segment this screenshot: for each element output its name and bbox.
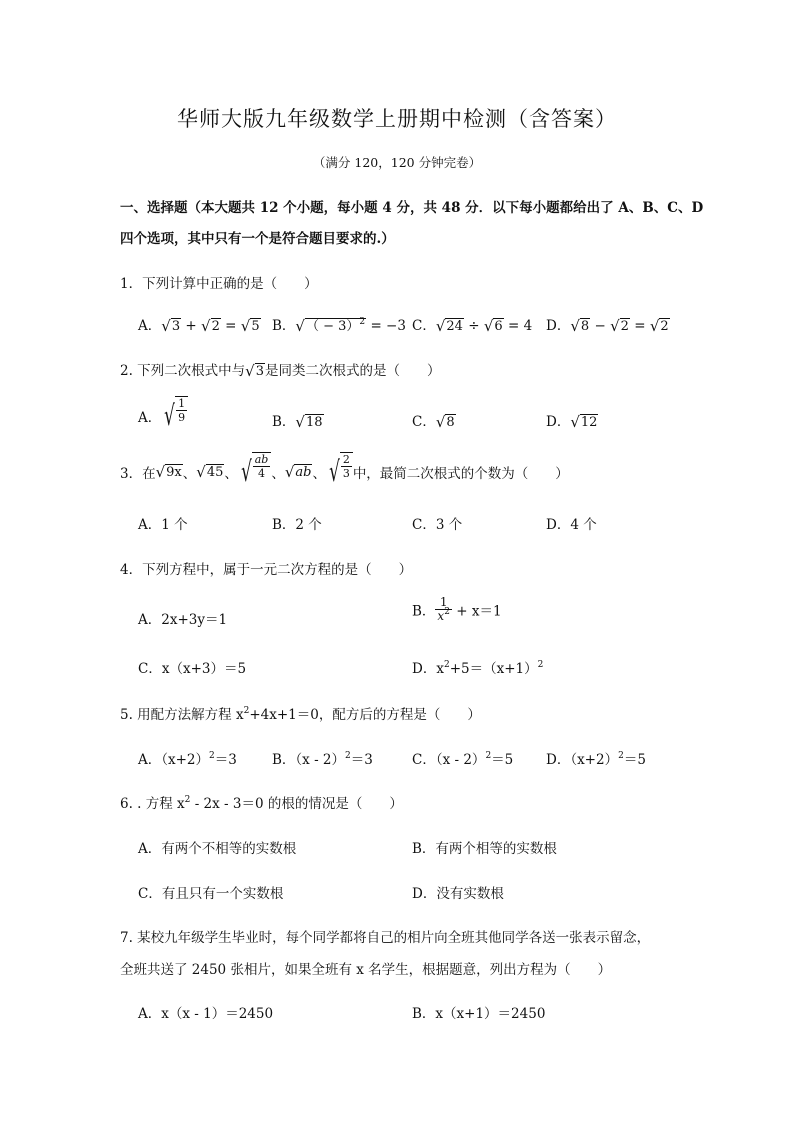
q5-option-d: D．$(x+2)^2=5$ (546, 751, 646, 768)
question-3-stem: 3．在 √ 9x 、 √ 45 、 √ $\frac{ab}{4}$ 、 √ ab 、 √ $\frac{2}{3}$ 中，最简二次根式的个数为（ ） (120, 452, 569, 492)
q3-option-d: D．4 个 (546, 517, 597, 533)
page-title: 华师大版九年级数学上册期中检测（含答案） (177, 107, 617, 131)
q6-option-d: D．没有实数根 (412, 886, 504, 902)
q7-option-b: B．x（x+1）＝2450 (412, 1006, 546, 1022)
q4-option-b: B． $\frac{1}{x^2}$ + x＝1 (412, 595, 502, 623)
question-7-line1: 7. 某校九年级学生毕业时，每个同学都将自己的相片向全班其他同学各送一张表示留念， (120, 930, 651, 946)
radical-icon: √ 8 (570, 317, 590, 335)
radical-icon: √ 12 (570, 413, 598, 431)
radical-icon: √ 3 (161, 317, 181, 335)
radical-icon: √ 6 (483, 317, 503, 335)
q3-option-c: C．3 个 (412, 517, 463, 533)
q4-option-d: D．$x^2+5=(x+1)^2$ (412, 660, 544, 677)
question-4-stem: 4．下列方程中，属于一元二次方程的是（ ） (120, 562, 413, 578)
q6-option-a: A．有两个不相等的实数根 (138, 841, 297, 857)
radical-icon: √ $\frac{ab}{4}$ (238, 452, 271, 492)
radical-icon: √ $\frac{1}{9}$ (161, 396, 188, 436)
question-7-line2: 全班共送了 2450 张相片，如果全班有 x 名学生，根据题意，列出方程为（ ） (120, 962, 612, 978)
q3-option-b: B．2 个 (272, 517, 322, 533)
radical-icon: √ 45 (196, 462, 224, 481)
q4-option-c: C．x（x+3）＝5 (138, 661, 247, 677)
section-heading-line1: 一、选择题（本大题共 12 个小题，每小题 4 分，共 48 分．以下每小题都给出了 A、B、C、D (120, 200, 704, 216)
radical-icon: √ ab (284, 462, 312, 481)
radical-icon: √ 24 (435, 317, 463, 335)
radical-icon: √ 2 (649, 317, 669, 335)
q1-option-c: C． √ 24 ÷ √ 6 = 4 (412, 317, 533, 335)
radical-icon: √ 3 (245, 362, 265, 380)
section-heading-line2: 四个选项，其中只有一个是符合题目要求的.） (120, 231, 395, 247)
q6-option-c: C．有且只有一个实数根 (138, 886, 284, 902)
q7-option-a: A．x（x - 1）＝2450 (138, 1006, 274, 1022)
q1-option-b: B． √ （ − 3）$^2$ = −3 (272, 317, 406, 335)
q2-option-c: C． √ 8 (412, 413, 455, 431)
radical-icon: √ 18 (295, 413, 323, 431)
question-2-stem: 2. 下列二次根式中与 √ 3 是同类二次根式的是（ ） (120, 362, 441, 380)
q5-option-a: A．$(x+2)^2=3$ (138, 751, 237, 768)
q2-option-d: D． √ 12 (546, 413, 598, 431)
page-subtitle: （满分 120，120 分钟完卷） (312, 155, 482, 170)
q5-option-c: C．（x - 2）$^2$＝5 (412, 751, 514, 768)
radical-icon: √ 2 (201, 317, 220, 335)
radical-icon: √ 2 (610, 317, 629, 335)
radical-icon: √ $\frac{2}{3}$ (326, 452, 353, 492)
q2-option-b: B． √ 18 (272, 413, 323, 431)
q3-option-a: A．1 个 (138, 517, 188, 533)
q5-option-b: B．（x - 2）$^2$＝3 (272, 751, 373, 768)
radical-icon: √ 9x (155, 462, 182, 481)
radical-icon: √ 5 (240, 317, 260, 335)
q1-option-a: A． √ 3 + √ 2 = √ 5 (138, 317, 260, 335)
radical-icon: √ 8 (435, 413, 455, 431)
radical-icon: √ （ − 3）$^2$ (295, 317, 366, 335)
question-6-stem: 6. . 方程 $x^2 - 2x - 3=0$ 的根的情况是（ ） (120, 795, 403, 812)
q2-option-a: A． √ $\frac{1}{9}$ (138, 396, 188, 436)
q1-option-d: D． √ 8 − √ 2 = √ 2 (546, 317, 669, 335)
question-5-stem: 5. 用配方法解方程 $x^2+4x+1=0$，配方后的方程是（ ） (120, 706, 481, 723)
question-1-stem: 1．下列计算中正确的是（ ） (120, 276, 318, 292)
q4-option-a: A．2x+3y＝1 (138, 612, 228, 628)
q6-option-b: B．有两个相等的实数根 (412, 841, 557, 857)
